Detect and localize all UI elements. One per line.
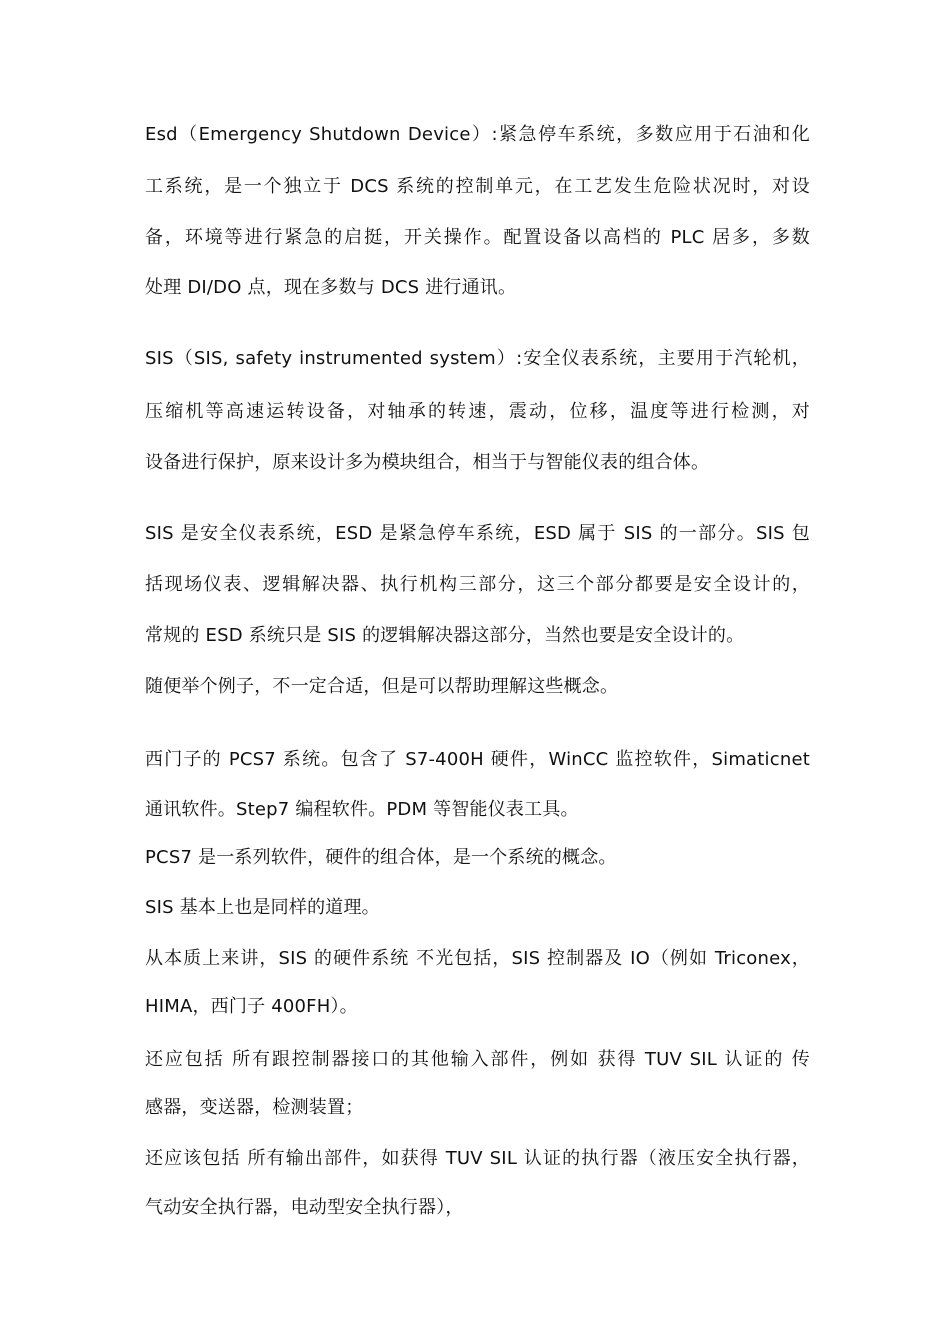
text-line: HIMA，西门子 400FH）。	[145, 996, 358, 1017]
text-line: Esd（Emergency Shutdown Device）:紧急停车系统，多数应用于石油和化	[145, 124, 810, 145]
text-line: PCS7 是一系列软件，硬件的组合体，是一个系统的概念。	[145, 847, 617, 868]
text-line: 随便举个例子，不一定合适，但是可以帮助理解这些概念。	[145, 676, 619, 697]
text-line: 从本质上来讲，SIS 的硬件系统 不光包括，SIS 控制器及 IO（例如 Triconex，	[145, 948, 810, 969]
text-line: 气动安全执行器，电动型安全执行器），	[145, 1197, 464, 1218]
text-line: SIS（SIS, safety instrumented system）:安全仪表系统，主要用于汽轮机，	[145, 348, 810, 369]
text-line: 压缩机等高速运转设备，对轴承的转速，震动，位移，温度等进行检测，对	[145, 401, 810, 422]
text-line: 处理 DI/DO 点，现在多数与 DCS 进行通讯。	[145, 277, 517, 298]
text-line: 感器，变送器，检测装置；	[145, 1097, 364, 1118]
text-line: SIS 是安全仪表系统，ESD 是紧急停车系统，ESD 属于 SIS 的一部分。SIS 包	[145, 523, 810, 544]
text-line: 工系统，是一个独立于 DCS 系统的控制单元，在工艺发生危险状况时，对设	[145, 176, 810, 197]
text-line: 常规的 ESD 系统只是 SIS 的逻辑解决器这部分，当然也要是安全设计的。	[145, 625, 745, 646]
text-line: 还应该包括 所有输出部件，如获得 TUV SIL 认证的执行器（液压安全执行器，	[145, 1148, 810, 1169]
text-line: 通讯软件。Step7 编程软件。PDM 等智能仪表工具。	[145, 799, 579, 820]
text-line: 备，环境等进行紧急的启挺，开关操作。配置设备以高档的 PLC 居多，多数	[145, 227, 810, 248]
text-line: 括现场仪表、逻辑解决器、执行机构三部分，这三个部分都要是安全设计的，	[145, 574, 810, 595]
text-line: 设备进行保护，原来设计多为模块组合，相当于与智能仪表的组合体。	[145, 452, 710, 473]
text-line: 西门子的 PCS7 系统。包含了 S7-400H 硬件，WinCC 监控软件，Simaticnet	[145, 749, 810, 770]
text-line: SIS 基本上也是同样的道理。	[145, 897, 380, 918]
text-line: 还应包括 所有跟控制器接口的其他输入部件，例如 获得 TUV SIL 认证的 传	[145, 1049, 810, 1070]
